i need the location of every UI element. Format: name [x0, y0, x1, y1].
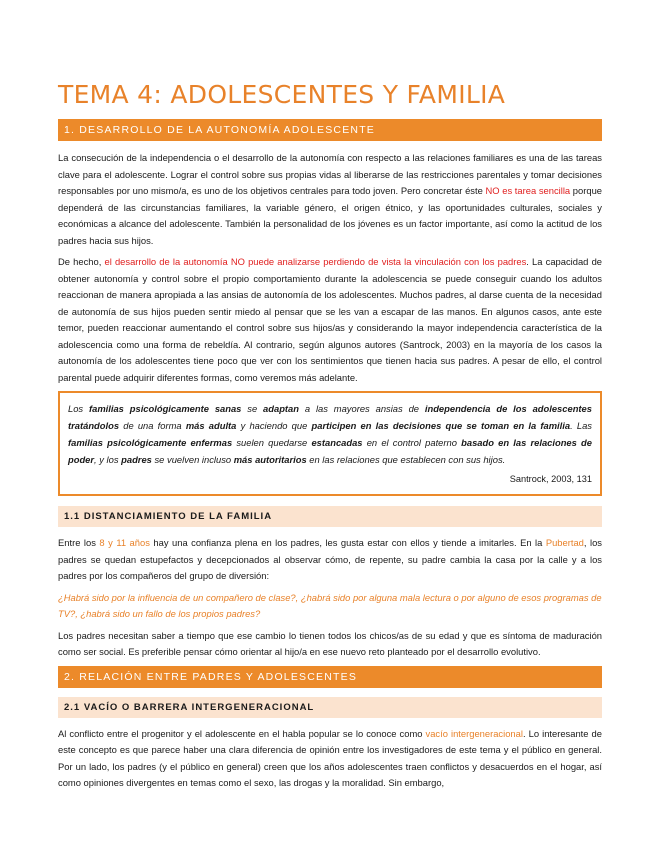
- quote-text: suelen quedarse: [232, 437, 312, 448]
- quote-text: se: [241, 403, 264, 414]
- quote-text: . Las: [570, 420, 592, 431]
- highlight-text: Pubertad: [545, 537, 584, 548]
- quote-bold: basado en las relaciones de poder: [68, 437, 592, 465]
- quote-bold: más adulta: [185, 420, 237, 431]
- paragraph-parents-link: [58, 254, 602, 386]
- highlight-text: vacío intergeneracional: [425, 727, 523, 739]
- quote-bold: independencia de los adolescentes tratándolos: [68, 403, 592, 431]
- text: porque dependerá de las circunstancias familiares, la variable género, el origen étnico, y las oportunidades culturales, sociales y económicas a alcance del adolescente. También la personalidad de los jóvenes es un factor importante, así como la actitud de los padres hacia sus hijos.: [58, 185, 602, 246]
- section-heading-1: 1. DESARROLLO DE LA AUTONOMÍA ADOLESCENTE: [58, 119, 602, 141]
- quote-bold: padres: [121, 454, 152, 465]
- section-heading-2-1: 2.1 VACÍO O BARRERA INTERGENERACIONAL: [58, 697, 602, 718]
- quote-bold: familias psicológicamente sanas: [88, 403, 242, 414]
- quote-bold: participen en las decisiones que se toman en la familia: [311, 420, 571, 431]
- quote-bold: estancadas: [311, 437, 363, 448]
- highlight-text: 8 y 11 años: [99, 537, 150, 548]
- quote-text: en el control paterno: [362, 437, 462, 448]
- quote-text: se vuelven incluso: [151, 454, 234, 465]
- text: Entre los: [58, 537, 100, 548]
- quote-text: y haciendo que: [236, 420, 312, 431]
- quote-text: en las relaciones que establecen con sus hijos.: [306, 454, 506, 465]
- text: La consecución de la independencia o el desarrollo de la autonomía con respecto a las relaciones familiares es una de las tareas clave para el adolescente. Lograr el control sobre sus propias vidas al liberarse de las restricciones parentales y tomar decisiones responsables por uno mismo/a, es uno de los objetivos centrales para todo joven. Pero concretar éste: [58, 152, 602, 196]
- quote-text: , y los: [94, 454, 122, 465]
- quote-bold: adaptan: [263, 403, 299, 414]
- text: . La capacidad de obtener autonomía y control sobre el propio comportamiento durante la adolescencia se puede conseguir cuando los adultos reaccionan de manera apropiada a las ansias de autonomía de los adolescentes. Muchos padres, al darse cuenta de la necesidad de autonomía de sus hijos pueden sentir miedo al pensar que se les van a escapar de las manos. En algunos casos, ante este temor, pueden reaccionar aumentando el control sobre sus hijos/as y considerando la mayor independencia característica de la adolescencia como una forma de rebeldía. Al contrario, según algunos autores (Santrock, 2003) en la mayoría de los casos la autonomía de los adolescentes tiene poco que ver con los sentimientos que tienen hacia sus padres. A pesar de ello, el control parental puede adquirir diferentes formas, como veremos más adelante.: [58, 256, 602, 383]
- section-heading-1-1: 1.1 DISTANCIAMIENTO DE LA FAMILIA: [58, 506, 602, 527]
- paragraph-autonomy: [58, 150, 602, 249]
- quote-text: a las mayores ansias de: [299, 403, 425, 414]
- paragraph-questions: ¿Habrá sido por la influencia de un compañero de clase?, ¿habrá sido por alguna mala lectura o por alguno de esos programas de TV?, ¿habrá sido un fallo de los propios padres?: [58, 591, 602, 619]
- highlight-text: el desarrollo de la autonomía NO puede analizarse perdiendo de vista la vinculación con los padres: [104, 256, 527, 267]
- section-heading-2: 2. RELACIÓN ENTRE PADRES Y ADOLESCENTES: [58, 666, 602, 688]
- paragraph-maturation: Los padres necesitan saber a tiempo que ese cambio lo tienen todos los chicos/as de su edad y que es síntoma de maduración como ser social. Es preferible pensar cómo orientar al hijo/a en ese nuevo reto planteado por el desarrollo evolutivo.: [58, 629, 602, 657]
- text: De hecho,: [58, 256, 105, 267]
- text: , los padres se quedan estupefactos y decepcionados al observar cómo, de repente, su padre cambia la casa por la calle y a los padres por los compañeros del grupo de diversión:: [58, 537, 602, 581]
- paragraph-generation-gap: [58, 726, 602, 792]
- paragraph-distancing: [58, 535, 602, 585]
- quote-text: de una forma: [119, 420, 186, 431]
- quote-box: [58, 391, 602, 496]
- quote-bold: más autoritarios: [233, 454, 307, 465]
- text: hay una confianza plena en los padres, les gusta estar con ellos y tiende a imitarles. En la: [149, 537, 546, 548]
- page-title: TEMA 4: ADOLESCENTES Y FAMILIA: [58, 80, 506, 109]
- quote-citation: Santrock, 2003, 131: [509, 474, 592, 484]
- text: . Lo interesante de este concepto es que parece haber una clara diferencia de opinión entre los investigadores de este tema y el público en general. Por un lado, los padres (y el público en general) creen que los años adolescentes traen conflictos y desacuerdos en el hogar, así como opiniones divergentes en temas como el sexo, las drogas y la moralidad. Sin embargo,: [58, 727, 602, 788]
- quote-bold: familias psicológicamente enfermas: [68, 437, 233, 448]
- text: Al conflicto entre el progenitor y el adolescente en el habla popular se lo conoce como: [58, 727, 426, 739]
- quote-text: Los: [68, 403, 89, 414]
- highlight-text: NO es tarea sencilla: [485, 185, 571, 196]
